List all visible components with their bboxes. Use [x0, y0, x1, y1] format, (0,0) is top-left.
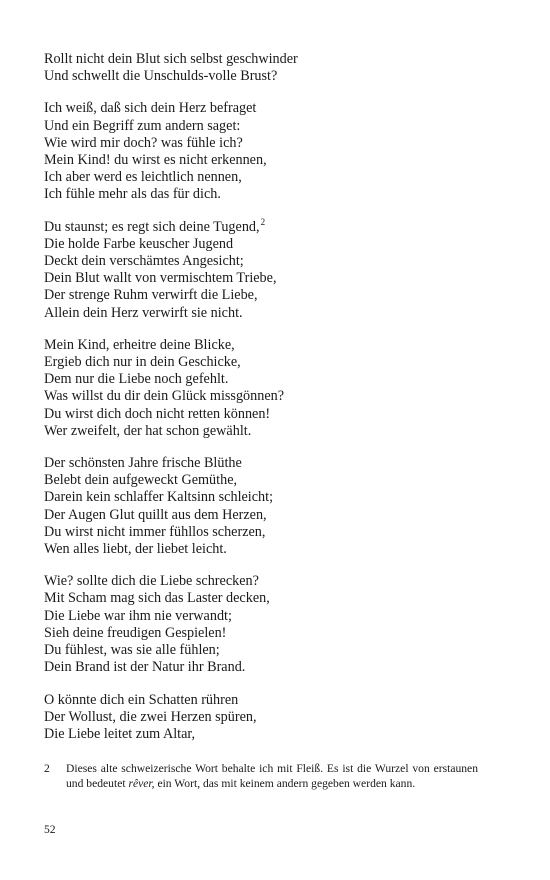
stanza-1: [44, 51, 504, 85]
poem-body: [44, 51, 504, 758]
verse-line: Und schwellt die Unschulds-volle Brust?: [44, 68, 278, 85]
verse-line: Der Wollust, die zwei Herzen spüren,: [44, 708, 257, 725]
verse-line: Wen alles liebt, der liebet leicht.: [44, 541, 227, 558]
verse-line-with-note: [44, 216, 504, 236]
footnote: [44, 761, 478, 791]
verse-line: Ich weiß, daß sich dein Herz befraget: [44, 100, 257, 117]
stanza-3: [44, 216, 504, 322]
verse-line: O könnte dich ein Schatten rühren: [44, 691, 239, 708]
verse-line: Die holde Farbe keuscher Jugend: [44, 235, 234, 252]
stanza-5: [44, 455, 504, 558]
verse-line: Dein Brand ist der Natur ihr Brand.: [44, 659, 246, 676]
footnote-text: [66, 761, 478, 791]
stanza-6: [44, 573, 504, 676]
verse-line: Du fühlest, was sie alle fühlen;: [44, 642, 220, 659]
verse-line: Ich aber werd es leichtlich nennen,: [44, 169, 242, 186]
verse-line: Rollt nicht dein Blut sich selbst geschwinder: [44, 51, 298, 67]
footnote-text-after: ein Wort, das mit keinem andern gegeben werden kann.: [154, 777, 416, 790]
verse-line: Allein dein Herz verwirft sie nicht.: [44, 304, 243, 321]
verse-line: Dem nur die Liebe noch gefehlt.: [44, 371, 229, 388]
footnote-number: 2: [44, 762, 50, 775]
stanza-7: [44, 692, 504, 744]
verse-line: Du wirst dich doch nicht retten können!: [44, 405, 271, 422]
verse-line: Deckt dein verschämtes Angesicht;: [44, 253, 244, 270]
verse-line: Mit Scham mag sich das Laster decken,: [44, 590, 270, 607]
page-number: 52: [44, 823, 56, 836]
footnote-text-before: Dieses alte schweizerische Wort behalte ich mit Fleiß. Es ist die Wurzel von erstaunen und bedeutet: [66, 762, 478, 790]
verse-line: Du wirst nicht immer fühllos scherzen,: [44, 523, 266, 540]
verse-line: Dein Blut wallt von vermischtem Triebe,: [44, 270, 277, 287]
verse-line: Mein Kind! du wirst es nicht erkennen,: [44, 152, 267, 169]
verse-line: Der strenge Ruhm verwirft die Liebe,: [44, 287, 258, 304]
verse-line: Darein kein schlaffer Kaltsinn schleicht;: [44, 489, 274, 506]
verse-line: Sieh deine freudigen Gespielen!: [44, 624, 227, 641]
stanza-4: [44, 337, 504, 440]
verse-line: Belebt dein aufgeweckt Gemüthe,: [44, 472, 238, 489]
verse-line: Mein Kind, erheitre deine Blicke,: [44, 336, 235, 353]
verse-line: Wie? sollte dich die Liebe schrecken?: [44, 573, 259, 590]
verse-line: Ich fühle mehr als das für dich.: [44, 186, 221, 203]
stanza-2: [44, 100, 504, 203]
verse-line: Wer zweifelt, der hat schon gewählt.: [44, 422, 252, 439]
verse-line: Wie wird mir doch? was fühle ich?: [44, 134, 243, 151]
verse-line: Der schönsten Jahre frische Blüthe: [44, 455, 242, 472]
verse-line-text: Du staunst; es regt sich deine Tugend,: [44, 218, 260, 235]
footnote-reference[interactable]: 2: [260, 216, 266, 227]
verse-line: Der Augen Glut quillt aus dem Herzen,: [44, 506, 267, 523]
footnote-emphasis: rêver,: [128, 777, 155, 790]
verse-line: Die Liebe leitet zum Altar,: [44, 725, 196, 742]
verse-line: Ergieb dich nur in dein Geschicke,: [44, 354, 241, 371]
verse-line: Und ein Begriff zum andern saget:: [44, 117, 241, 134]
verse-line: Was willst du dir dein Glück missgönnen?: [44, 388, 285, 405]
verse-line: Die Liebe war ihm nie verwandt;: [44, 607, 232, 624]
